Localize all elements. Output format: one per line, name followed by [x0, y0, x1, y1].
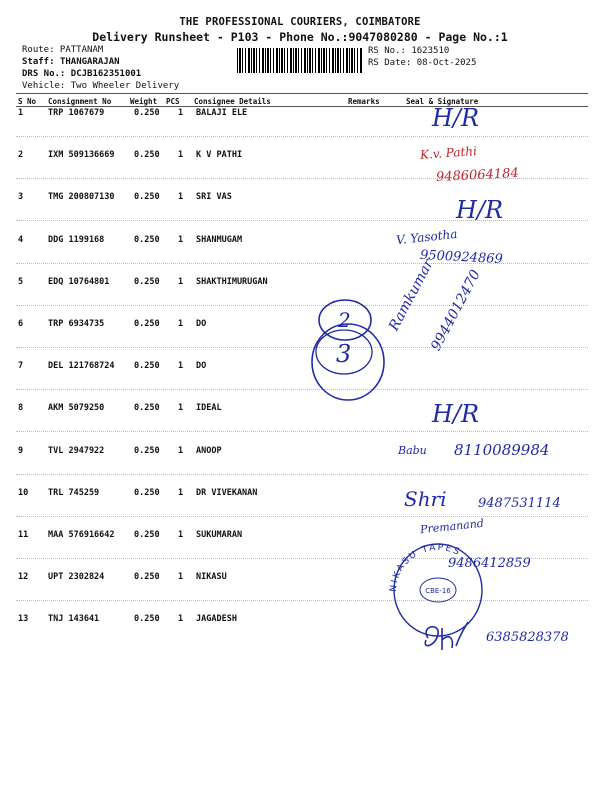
cell-consignment: TVL 2947922 [48, 445, 105, 456]
circled-numbers-mark [300, 290, 390, 410]
cell-sno: 5 [18, 276, 24, 287]
cell-consignee: SRI VAS [196, 192, 232, 203]
cell-consignee: SHANMUGAM [196, 234, 243, 245]
sig-row9-phone: 8110089984 [454, 441, 550, 459]
cell-weight: 0.250 [134, 614, 160, 625]
stamp-arc-text [389, 543, 463, 593]
cell-weight: 0.250 [134, 319, 160, 329]
cell-pcs: 1 [178, 319, 184, 329]
cell-weight: 0.250 [134, 234, 160, 245]
cell-pcs: 1 [178, 108, 184, 118]
row-divider [16, 474, 588, 475]
cell-weight: 0.250 [134, 530, 160, 540]
company-title: THE PROFESSIONAL COURIERS, COIMBATORE [179, 16, 421, 28]
sig-row2-phone: 9486064184 [435, 165, 520, 186]
cell-pcs: 1 [178, 150, 184, 161]
row-divider [16, 600, 588, 601]
sig-row9-name: Babu [398, 444, 427, 457]
sig-ramkumar-phone: 9944012470 [428, 267, 484, 354]
cell-weight: 0.250 [134, 403, 160, 414]
row-divider [16, 516, 588, 517]
sig-row11-name: Premanand [419, 516, 485, 537]
col-seal-signature: Seal & Signature [406, 97, 479, 106]
cell-consignment: UPT 2302824 [48, 572, 105, 583]
cell-sno: 4 [18, 234, 24, 245]
cell-sno: 1 [18, 108, 24, 118]
cell-consignment: TRP 1067679 [48, 108, 105, 118]
staff-label: Staff: [22, 57, 55, 67]
cell-pcs: 1 [178, 403, 184, 414]
sig-row10-phone: 9487531114 [478, 496, 561, 511]
sig-row4-name: V. Yasotha [395, 226, 459, 248]
sig-row1-hr: H/R [432, 104, 480, 132]
cell-sno: 9 [18, 445, 24, 456]
cell-consignee: DO [196, 319, 207, 329]
cell-consignment: IXM 509136669 [48, 150, 115, 161]
cell-consignee: ANOOP [196, 445, 222, 456]
sig-row2-name: K.v. Pathi [419, 144, 478, 162]
cell-pcs: 1 [178, 192, 184, 203]
route-label: Route: PATTANAM [22, 45, 104, 55]
cell-sno: 13 [18, 614, 29, 625]
runsheet-subtitle: Delivery Runsheet - P103 - Phone No.:9047080280 - Page No.:1 [92, 30, 508, 44]
rs-date: RS Date: 08-Oct-2025 [368, 58, 477, 68]
sig-row4-phone: 9500924869 [419, 247, 504, 268]
cell-weight: 0.250 [134, 150, 160, 161]
sig-ramkumar-name: Ramkumar [386, 256, 437, 334]
col-consignee: Consignee Details [194, 97, 271, 106]
sig-row13-scrawl [418, 620, 478, 660]
cell-pcs: 1 [178, 572, 184, 583]
cell-weight: 0.250 [134, 276, 160, 287]
cell-consignment: TNJ 143641 [48, 614, 100, 625]
sig-row8-hr: H/R [432, 400, 480, 428]
cell-sno: 7 [18, 361, 24, 372]
cell-pcs: 1 [178, 445, 184, 456]
circle-2-digit: 2 [338, 308, 351, 332]
cell-sno: 8 [18, 403, 24, 414]
drs-line [22, 69, 141, 79]
col-remarks: Remarks [348, 97, 380, 106]
cell-consignee: BALAJI ELE [196, 108, 248, 118]
row-divider [16, 431, 588, 432]
cell-weight: 0.250 [134, 572, 160, 583]
col-sno: S No [18, 97, 37, 106]
header-rule-bottom [16, 106, 588, 107]
cell-pcs: 1 [178, 530, 184, 540]
cell-consignee: JAGADESH [196, 614, 237, 625]
cell-pcs: 1 [178, 614, 184, 625]
cell-consignee: SHAKTHIMURUGAN [196, 276, 268, 287]
rs-number: RS No.: 1623510 [368, 46, 450, 56]
cell-consignee: DR VIVEKANAN [196, 487, 258, 498]
cell-consignment: MAA 576916642 [48, 530, 115, 540]
drs-label: DRS No.: [22, 69, 66, 79]
cell-consignee: K V PATHI [196, 150, 243, 161]
col-weight: Weight [130, 97, 158, 106]
sig-row13-phone: 6385828378 [486, 630, 569, 645]
cell-consignment: TRP 6934735 [48, 319, 105, 329]
cell-consignee: NIKASU [196, 572, 227, 583]
cell-pcs: 1 [178, 234, 184, 245]
cell-pcs: 1 [178, 361, 184, 372]
sig-row10-name: Shri [404, 487, 447, 511]
cell-consignment: AKM 5079250 [48, 403, 105, 414]
cell-consignment: TMG 200807130 [48, 192, 115, 203]
drs-number: DCJB162351001 [70, 69, 142, 79]
header-rule-top [16, 93, 588, 94]
cell-sno: 10 [18, 487, 29, 498]
cell-sno: 12 [18, 572, 29, 583]
sig-row11-phone: 9486412859 [448, 556, 531, 571]
cell-consignee: SUKUMARAN [196, 530, 243, 540]
scrawl-path [425, 622, 468, 650]
cell-pcs: 1 [178, 487, 184, 498]
staff-line [22, 57, 120, 67]
vehicle-label: Vehicle: Two Wheeler Delivery [22, 81, 180, 91]
cell-consignment: EDQ 10764801 [48, 276, 110, 287]
cell-weight: 0.250 [134, 192, 160, 203]
cell-weight: 0.250 [134, 108, 160, 118]
cell-consignee: IDEAL [196, 403, 222, 414]
stamp-center-text: CBE-16 [425, 587, 451, 595]
stamp-arc-textpath: NIKASU TAPES [388, 542, 463, 593]
col-pcs: PCS [166, 97, 180, 106]
cell-sno: 3 [18, 192, 24, 203]
cell-weight: 0.250 [134, 445, 160, 456]
sig-row3-hr: H/R [456, 196, 504, 224]
row-divider [16, 136, 588, 137]
cell-sno: 6 [18, 319, 24, 329]
cell-consignment: DEL 121768724 [48, 361, 115, 372]
circle-3-digit: 3 [336, 340, 352, 368]
cell-consignment: DDG 1199168 [48, 234, 105, 245]
cell-weight: 0.250 [134, 361, 160, 372]
cell-consignment: TRL 745259 [48, 487, 100, 498]
cell-pcs: 1 [178, 276, 184, 287]
staff-name: THANGARAJAN [59, 57, 120, 67]
col-consignment: Consignment No [48, 97, 112, 106]
cell-consignee: DO [196, 361, 207, 372]
barcode [237, 48, 363, 73]
cell-weight: 0.250 [134, 487, 160, 498]
cell-sno: 2 [18, 150, 24, 161]
cell-sno: 11 [18, 530, 29, 540]
